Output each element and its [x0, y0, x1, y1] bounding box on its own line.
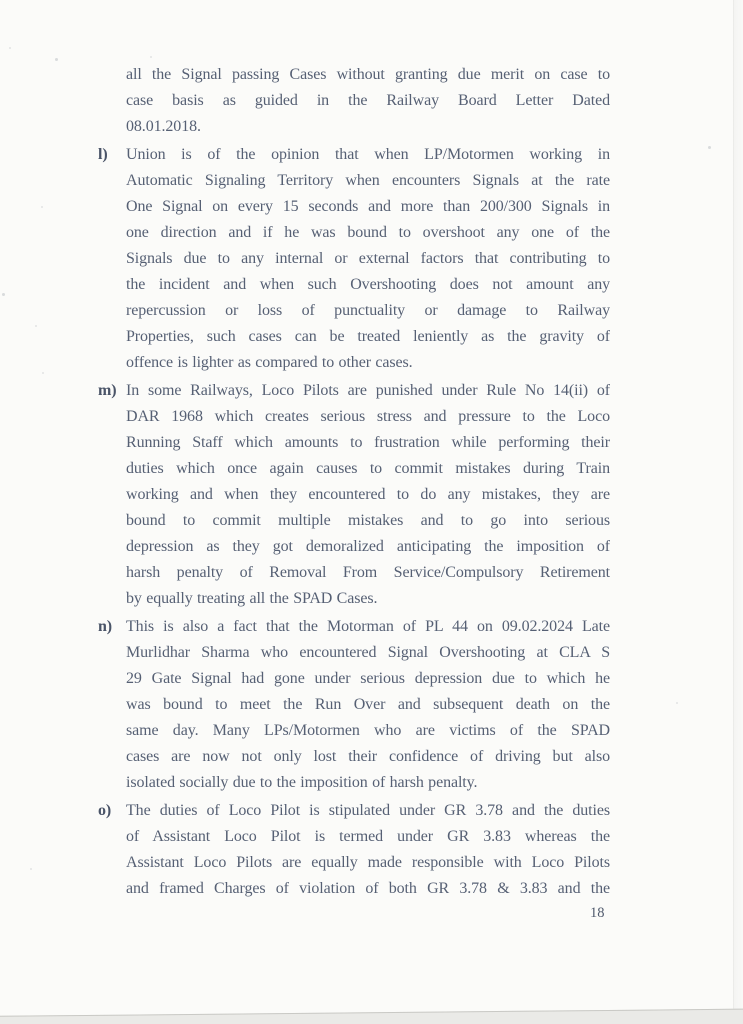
- text-line: working and when they encountered to do any mistakes, they are: [126, 486, 610, 503]
- text-line: case basis as guided in the Railway Board Letter Dated: [126, 92, 610, 109]
- text-line: harsh penalty of Removal From Service/Compulsory Retirement: [126, 564, 610, 581]
- scan-speck: [42, 372, 44, 374]
- scan-speck: [708, 146, 711, 149]
- text-line: One Signal on every 15 seconds and more than 200/300 Signals in: [126, 198, 610, 215]
- list-marker: o): [98, 802, 112, 819]
- text-line: isolated socially due to the imposition of harsh penalty.: [126, 774, 478, 791]
- text-line: Murlidhar Sharma who encountered Signal Overshooting at CLA S: [126, 644, 610, 661]
- scan-bottom-edge: [0, 1008, 743, 1024]
- scan-right-edge: [733, 0, 743, 1016]
- text-line: Running Staff which amounts to frustration while performing their: [126, 434, 610, 451]
- text-line: Union is of the opinion that when LP/Motormen working in: [126, 146, 610, 163]
- list-marker: n): [98, 618, 113, 635]
- scan-speck: [35, 325, 37, 327]
- scan-speck: [41, 206, 43, 208]
- list-marker: l): [98, 146, 108, 163]
- text-line: Properties, such cases can be treated leniently as the gravity of: [126, 328, 610, 345]
- paragraph: [98, 798, 610, 902]
- paragraph: [98, 614, 610, 796]
- text-line: same day. Many LPs/Motormen who are victims of the SPAD: [126, 722, 610, 739]
- text-line: was bound to meet the Run Over and subsequent death on the: [126, 696, 610, 713]
- text-line: by equally treating all the SPAD Cases.: [126, 590, 378, 607]
- scan-speck: [150, 56, 152, 58]
- text-line: The duties of Loco Pilot is stipulated under GR 3.78 and the duties: [126, 802, 610, 819]
- text-line: duties which once again causes to commit mistakes during Train: [126, 460, 610, 477]
- page-number: 18: [590, 905, 605, 921]
- text-line: depression as they got demoralized anticipating the imposition of: [126, 538, 610, 555]
- text-line: of Assistant Loco Pilot is termed under GR 3.83 whereas the: [126, 828, 610, 845]
- page-body-text: [98, 62, 610, 904]
- scan-speck: [2, 293, 5, 296]
- list-marker: m): [98, 382, 117, 399]
- paragraph: [98, 142, 610, 376]
- text-line: and framed Charges of violation of both GR 3.78 & 3.83 and the: [126, 880, 610, 897]
- text-line: bound to commit multiple mistakes and to go into serious: [126, 512, 610, 529]
- paragraph: [98, 378, 610, 612]
- scan-speck: [9, 47, 11, 49]
- text-line: 08.01.2018.: [126, 118, 201, 135]
- text-line: Assistant Loco Pilots are equally made responsible with Loco Pilots: [126, 854, 610, 871]
- scan-speck: [55, 58, 58, 61]
- paragraph: [126, 62, 610, 140]
- text-line: Automatic Signaling Territory when encounters Signals at the rate: [126, 172, 610, 189]
- text-line: 29 Gate Signal had gone under serious depression due to which he: [126, 670, 610, 687]
- text-line: one direction and if he was bound to overshoot any one of the: [126, 224, 610, 241]
- text-line: DAR 1968 which creates serious stress and pressure to the Loco: [126, 408, 610, 425]
- scan-speck: [676, 702, 678, 704]
- text-line: Signals due to any internal or external factors that contributing to: [126, 250, 610, 267]
- text-line: repercussion or loss of punctuality or damage to Railway: [126, 302, 610, 319]
- text-line: all the Signal passing Cases without granting due merit on case to: [126, 66, 610, 83]
- scan-speck: [30, 868, 32, 870]
- text-line: offence is lighter as compared to other cases.: [126, 354, 413, 371]
- text-line: the incident and when such Overshooting does not amount any: [126, 276, 610, 293]
- text-line: In some Railways, Loco Pilots are punished under Rule No 14(ii) of: [126, 382, 610, 399]
- text-line: cases are now not only lost their confidence of driving but also: [126, 748, 610, 765]
- text-line: This is also a fact that the Motorman of PL 44 on 09.02.2024 Late: [126, 618, 610, 635]
